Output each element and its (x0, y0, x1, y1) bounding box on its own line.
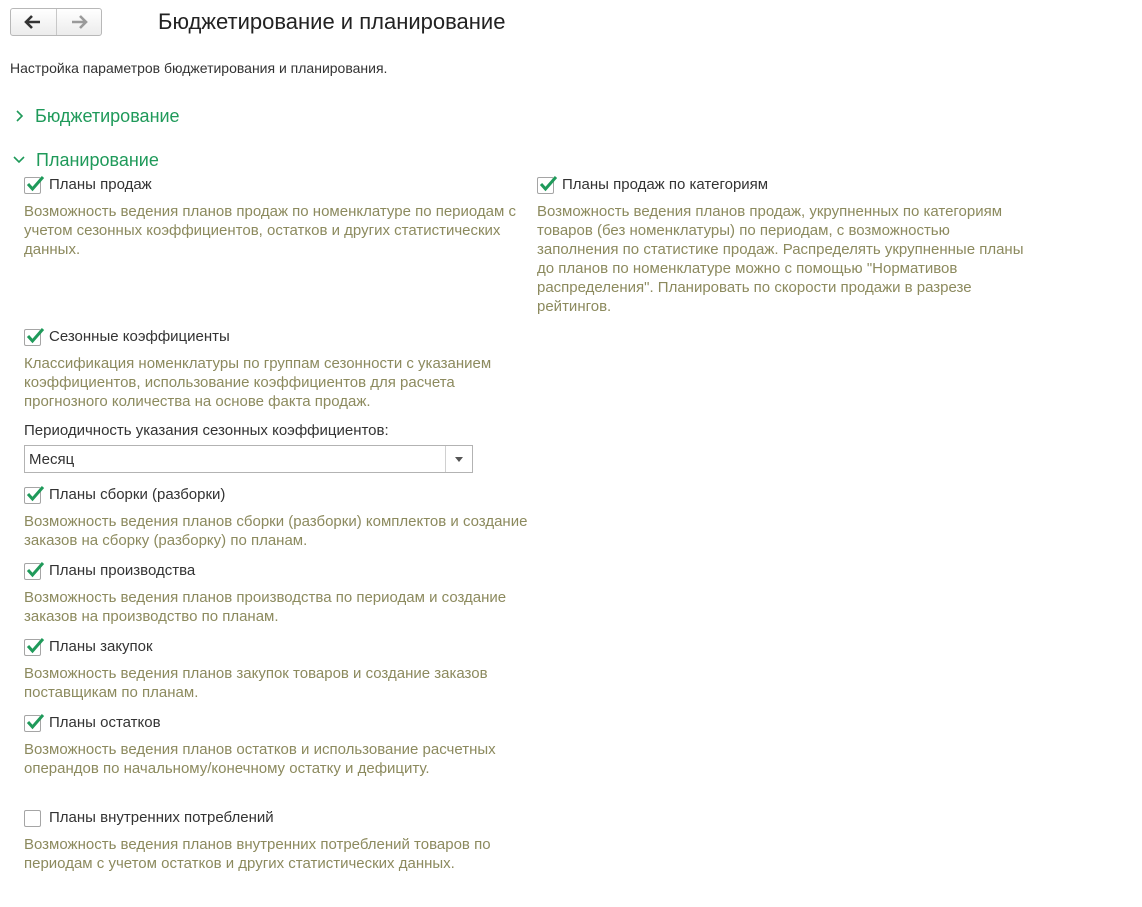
sales-by-category-checkbox[interactable] (537, 177, 554, 194)
checkmark-icon (25, 326, 45, 346)
option-sales-plans (24, 174, 529, 259)
internal-checkbox[interactable] (24, 810, 41, 827)
option-purchases (24, 636, 529, 702)
assembly-checkbox[interactable] (24, 487, 41, 504)
page-title: Бюджетирование и планирование (158, 9, 506, 34)
purchases-hint: Возможность ведения планов закупок товаров и создание заказов поставщикам по планам. (24, 665, 488, 701)
sales-plans-checkbox[interactable] (24, 177, 41, 194)
stock-checkbox[interactable] (24, 715, 41, 732)
option-sales-by-category (537, 174, 1032, 316)
option-assembly (24, 484, 529, 550)
chevron-down-icon (12, 154, 26, 166)
seasonal-label: Сезонные коэффициенты (49, 328, 230, 345)
arrow-left-icon (24, 15, 42, 29)
assembly-hint: Возможность ведения планов сборки (разборки) комплектов и создание заказов на сборку (разборку) по планам. (24, 513, 528, 549)
group-budgeting-label: Бюджетирование (35, 106, 180, 126)
checkmark-icon (25, 560, 45, 580)
group-planning-label: Планирование (36, 150, 159, 170)
checkmark-icon (538, 174, 558, 194)
sales-plans-label: Планы продаж (49, 176, 152, 193)
production-label: Планы производства (49, 562, 196, 579)
arrow-right-icon (70, 15, 88, 29)
group-planning[interactable] (12, 149, 159, 171)
option-production (24, 560, 529, 626)
forward-button[interactable] (56, 9, 102, 35)
navigation-buttons (10, 8, 102, 36)
dropdown-button[interactable] (445, 446, 472, 472)
checkmark-icon (25, 174, 45, 194)
option-seasonal (24, 326, 529, 411)
option-stock (24, 712, 529, 778)
purchases-label: Планы закупок (49, 638, 153, 655)
seasonal-hint: Классификация номенклатуры по группам сезонности с указанием коэффициентов, использование коэффициентов для расчета прогнозного количества на основе факта продаж. (24, 355, 492, 410)
production-checkbox[interactable] (24, 563, 41, 580)
chevron-right-icon (14, 109, 26, 123)
dropdown-arrow-icon (455, 457, 463, 462)
stock-label: Планы остатков (49, 714, 161, 731)
back-button[interactable] (11, 9, 56, 35)
seasonal-period-value: Месяц (29, 450, 75, 468)
option-internal (24, 807, 529, 873)
internal-hint: Возможность ведения планов внутренних потреблений товаров по периодам с учетом остатков и других статистических данных. (24, 836, 491, 872)
assembly-label: Планы сборки (разборки) (49, 486, 226, 503)
seasonal-period-label: Периодичность указания сезонных коэффициентов: (24, 422, 389, 439)
sales-by-category-hint: Возможность ведения планов продаж, укрупненных по категориям товаров (без номенклатуры) по периодам, с возможностью заполнения по статистике продаж. Распределять укрупненные планы до планов по номенклатуре можно с помощью "Нормативов распределения". Планировать по скорости продажи в разрезе рейтингов. (537, 203, 1024, 315)
internal-label: Планы внутренних потреблений (49, 809, 274, 826)
purchases-checkbox[interactable] (24, 639, 41, 656)
checkmark-icon (25, 636, 45, 656)
group-budgeting[interactable] (14, 105, 180, 127)
seasonal-checkbox[interactable] (24, 329, 41, 346)
sales-by-category-label: Планы продаж по категориям (562, 176, 769, 193)
seasonal-period-select[interactable] (24, 445, 473, 473)
production-hint: Возможность ведения планов производства по периодам и создание заказов на производство по планам. (24, 589, 507, 625)
checkmark-icon (25, 484, 45, 504)
stock-hint: Возможность ведения планов остатков и использование расчетных операндов по начальному/конечному остатку и дефициту. (24, 741, 496, 777)
sales-plans-hint: Возможность ведения планов продаж по номенклатуре по периодам с учетом сезонных коэффициентов, остатков и других статистических данных. (24, 203, 516, 258)
page-description: Настройка параметров бюджетирования и планирования. (10, 60, 388, 76)
checkmark-icon (25, 712, 45, 732)
